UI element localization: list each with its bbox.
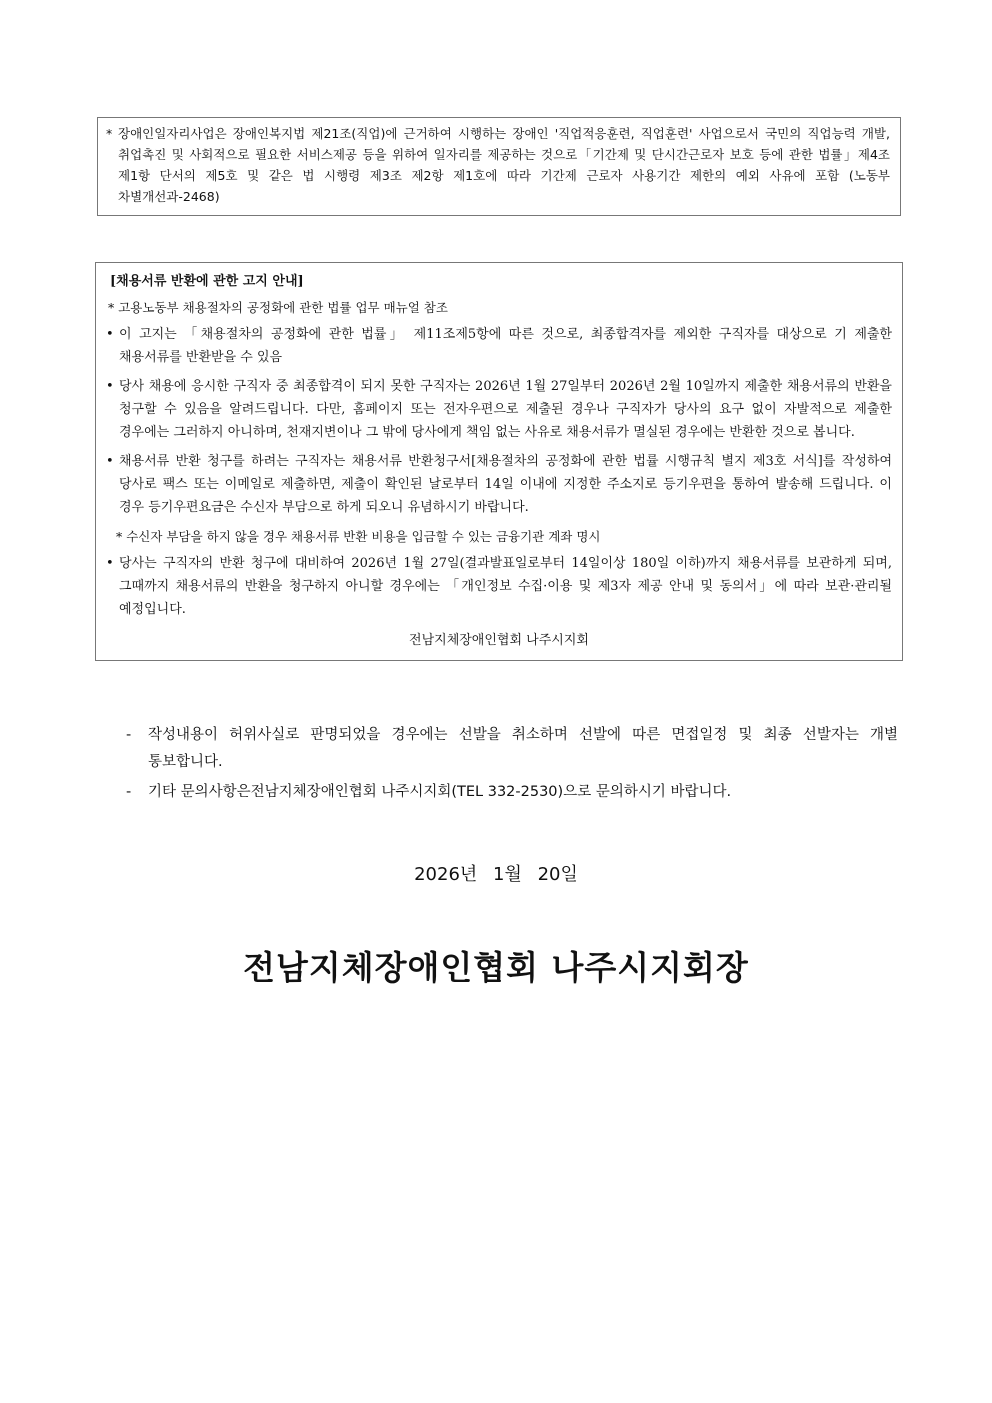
- notice-reference: * 고용노동부 채용절차의 공정화에 관한 법률 업무 매뉴얼 참조: [108, 300, 448, 315]
- bullet-icon: •: [106, 454, 114, 469]
- return-notice-box: [95, 262, 903, 661]
- notice-item-text: 이 고지는 「채용절차의 공정화에 관한 법률」 제11조제5항에 따른 것으로, 최종합격자를 제외한 구직자를 대상으로 기 제출한 채용서류를 반환받을 수 있음: [119, 327, 892, 365]
- bullet-icon: •: [106, 556, 114, 571]
- notice-item-text: 당사 채용에 응시한 구직자 중 최종합격이 되지 못한 구직자는 2026년 1월 27일부터 2026년 2월 10일까지 제출한 채용서류의 반환을 청구할 수 있음을 알려드립니다. 다만, 홈페이지 또는 전자우편으로 제출된 경우나 구직자가 당사의 요구 없이 자발적으로 제출한 경우에는 그러하지 아니하며, 천재지변이나 그 밖에 당사에게 책임 없는 사유로 채용서류가 멸실된 경우에는 반환한 것으로 봅니다.: [119, 379, 892, 440]
- remark-item: [126, 779, 898, 806]
- dash-mark: -: [126, 727, 132, 743]
- footnote-text: 장애인일자리사업은 장애인복지법 제21조(직업)에 근거하여 시행하는 장애인 '직업적응훈련, 직업훈련' 사업으로서 국민의 직업능력 개발, 취업촉진 및 사회적으로 필요한 서비스제공 등을 위하여 일자리를 제공하는 것으로「기간제 및 단시간근로자 보호 등에 관한 법률」제4조 제1항 단서의 제5호 및 같은 법 시행령 제3조 제2항 제1호에 따라 기간제 근로자 사용기간 제한의 예외 사유에 포함 (노동부 차별개선과-2468): [118, 126, 890, 204]
- notice-signature: 전남지체장애인협회 나주시지회: [409, 633, 589, 648]
- remark-item: [126, 722, 898, 776]
- notice-item: [106, 552, 892, 621]
- notice-sub-note: * 수신자 부담을 하지 않을 경우 채용서류 반환 비용을 입금할 수 있는 금융기관 계좌 명시: [116, 529, 601, 544]
- notice-item: [106, 375, 892, 444]
- notice-item: [106, 323, 892, 369]
- footnote-box: [97, 117, 901, 216]
- remarks-list: [126, 722, 898, 809]
- document-date: 2026년 1월 20일: [414, 864, 578, 885]
- bullet-icon: •: [106, 327, 114, 342]
- remark-text: 기타 문의사항은전남지체장애인협회 나주시지회(TEL 332-2530)으로 문의하시기 바랍니다.: [148, 784, 732, 800]
- dash-mark: -: [126, 784, 132, 800]
- footnote-mark: *: [106, 126, 113, 141]
- notice-title: [채용서류 반환에 관한 고지 안내]: [110, 274, 304, 289]
- notice-item: [106, 450, 892, 519]
- bullet-icon: •: [106, 379, 114, 394]
- notice-item-text: 당사는 구직자의 반환 청구에 대비하여 2026년 1월 27일(결과발표일로부터 14일이상 180일 이하)까지 채용서류를 보관하게 되며, 그때까지 채용서류의 반환을 청구하지 아니할 경우에는 「개인정보 수집·이용 및 제3자 제공 안내 및 동의서」에 따라 보관·관리될 예정입니다.: [119, 556, 892, 617]
- notice-item-text: 채용서류 반환 청구를 하려는 구직자는 채용서류 반환청구서[채용절차의 공정화에 관한 법률 시행규칙 별지 제3호 서식]를 작성하여 당사로 팩스 또는 이메일로 제출하면, 제출이 확인된 날로부터 14일 이내에 지정한 주소지로 등기우편을 통하여 발송해 드립니다. 이 경우 등기우편요금은 수신자 부담으로 하게 되오니 유념하시기 바랍니다.: [119, 454, 892, 515]
- issuer-name: 전남지체장애인협회 나주시지회장: [243, 948, 749, 987]
- remark-text: 작성내용이 허위사실로 판명되었을 경우에는 선발을 취소하며 선발에 따른 면접일정 및 최종 선발자는 개별 통보합니다.: [148, 727, 898, 770]
